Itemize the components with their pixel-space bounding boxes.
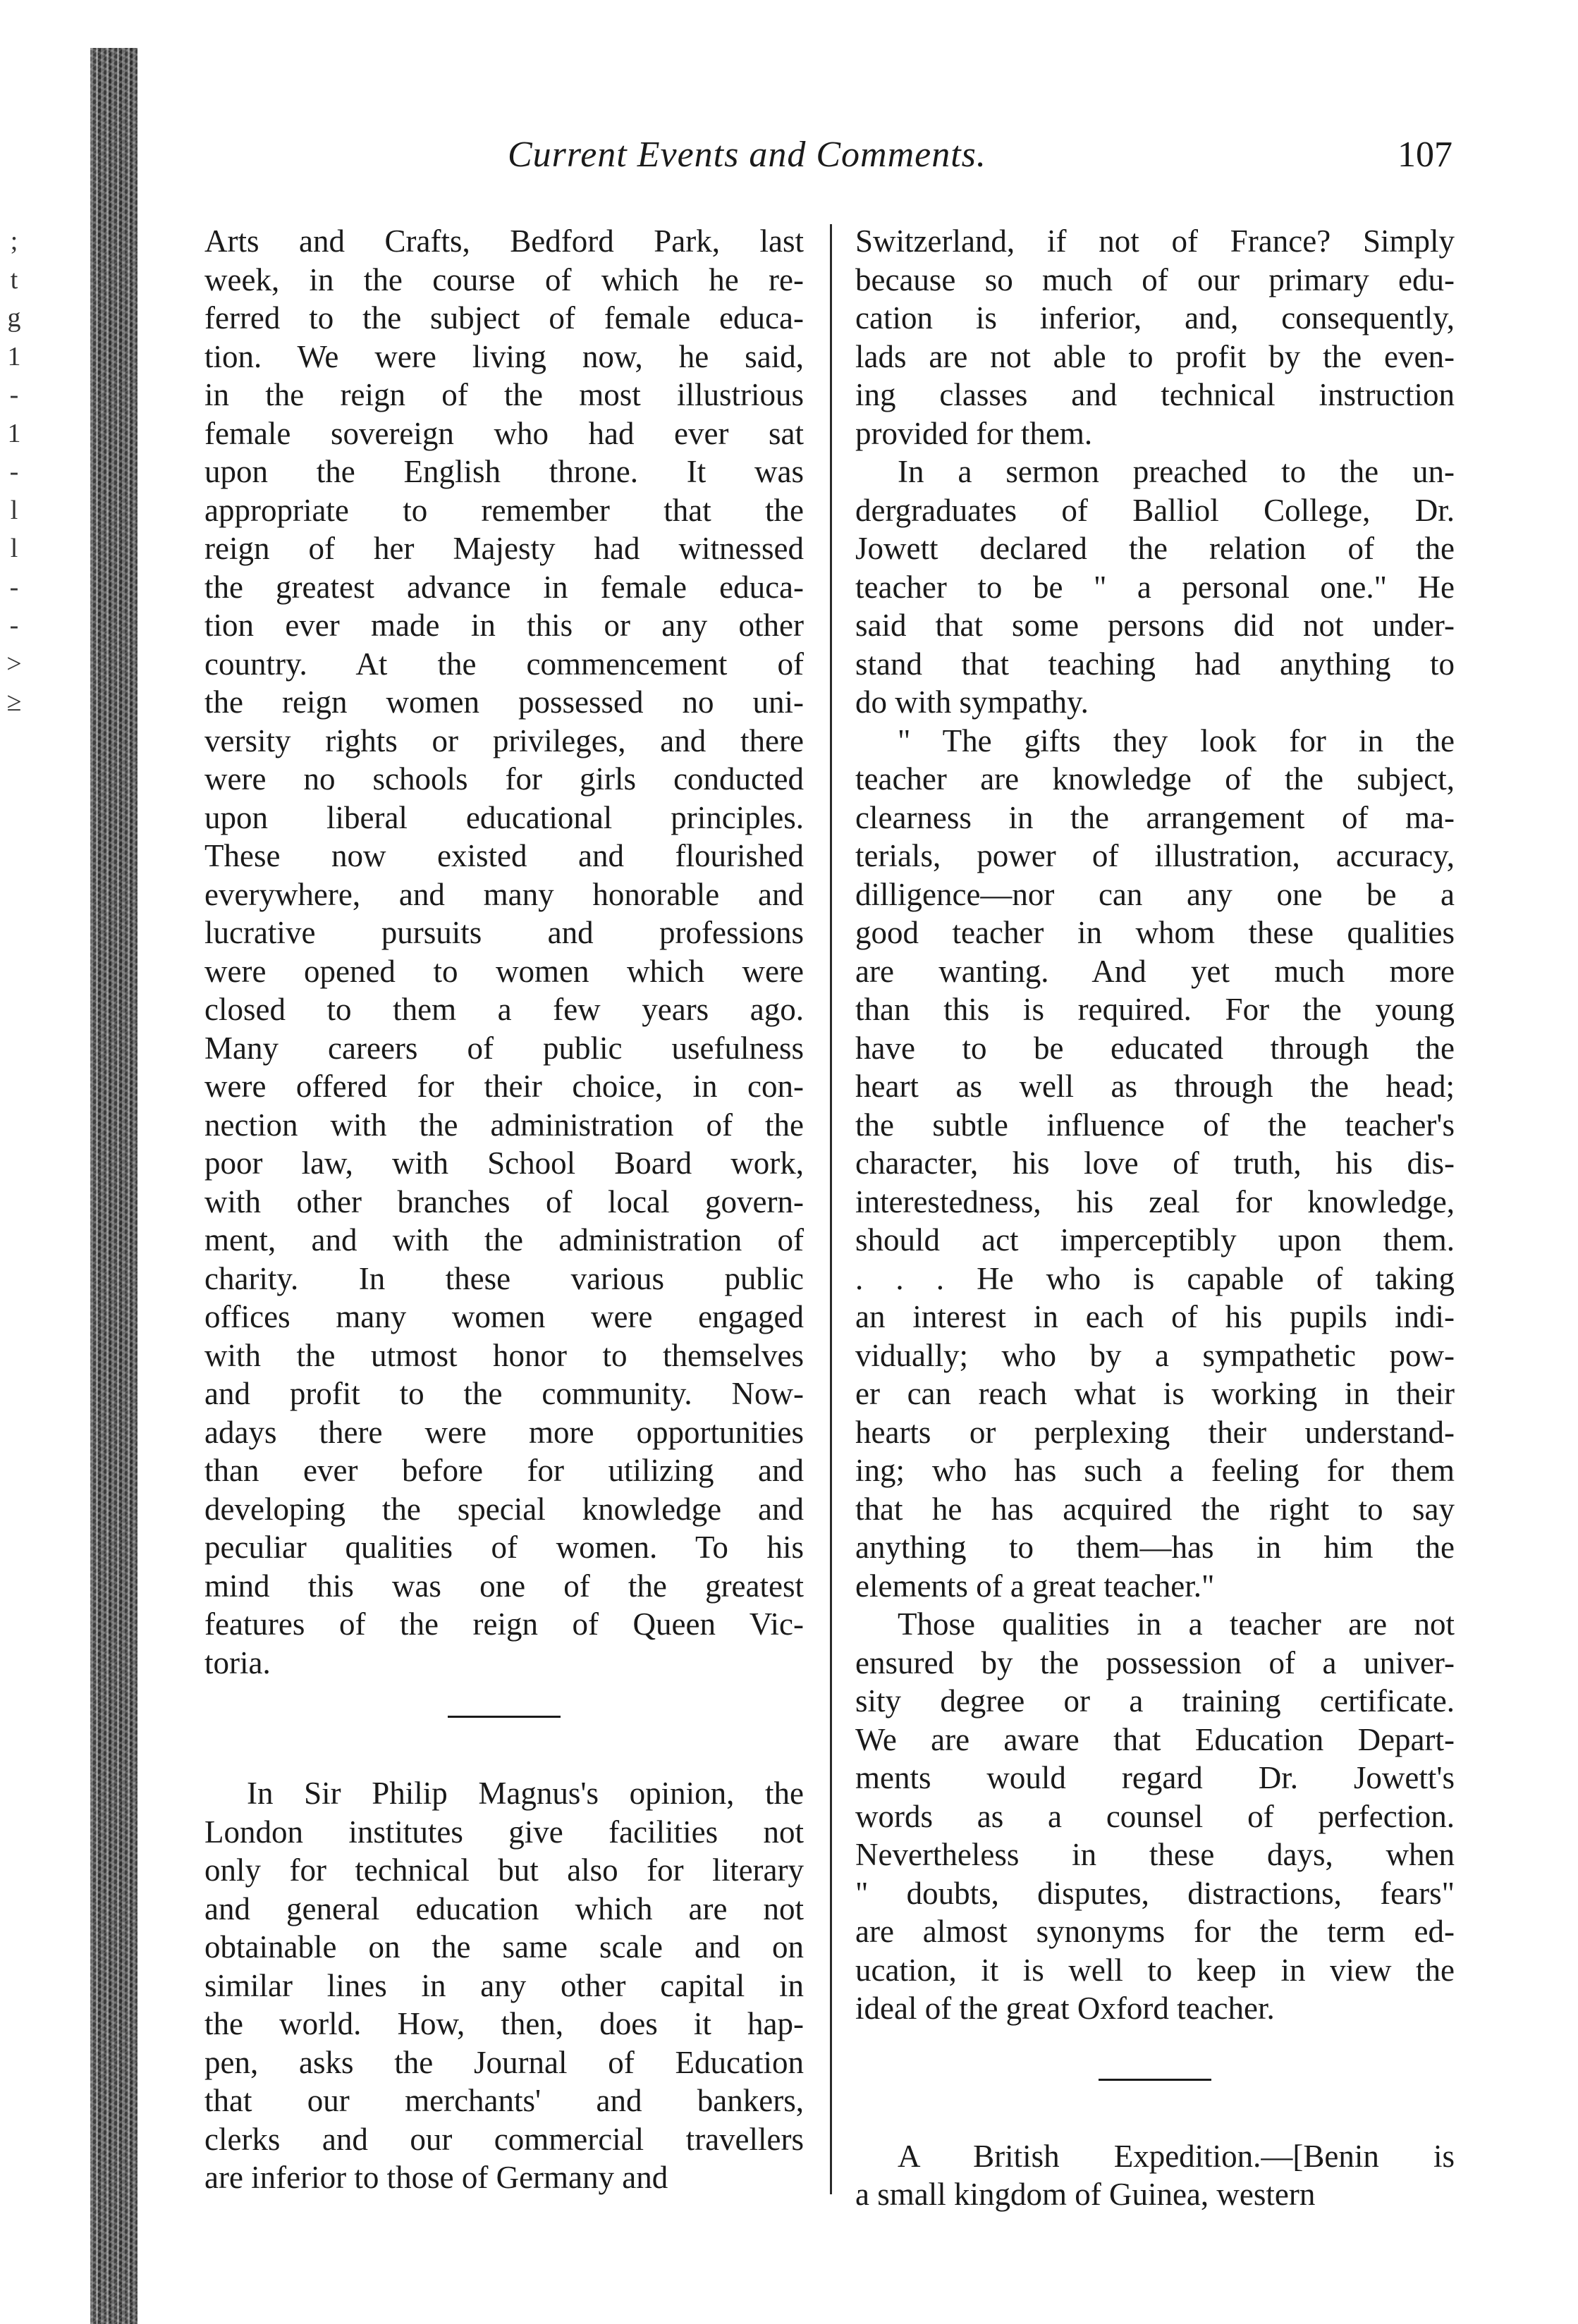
text-line: than this is required. For the young	[855, 992, 1455, 1027]
margin-mark: ≥	[6, 687, 22, 717]
margin-mark: g	[7, 303, 21, 333]
paragraph-jowett-sermon	[855, 453, 1455, 722]
text-line: an interest in each of his pupils indi-	[855, 1299, 1455, 1334]
text-line: closed to them a few years ago.	[204, 992, 804, 1027]
margin-mark: -	[9, 457, 19, 486]
text-line: nection with the administration of the	[204, 1107, 804, 1143]
text-line: offices many women were engaged	[204, 1299, 804, 1334]
text-line: adays there were more opportunities	[204, 1414, 804, 1450]
text-line: words as a counsel of perfection.	[855, 1798, 1455, 1834]
text-line: elements of a great teacher."	[855, 1568, 1215, 1604]
page-number: 107	[1397, 135, 1452, 175]
text-line: vidually; who by a sympathetic pow-	[855, 1337, 1455, 1373]
text-line: dergraduates of Balliol College, Dr.	[855, 492, 1455, 528]
text-line: " doubts, disputes, distractions, fears"	[855, 1875, 1455, 1911]
margin-mark: ;	[10, 226, 18, 256]
text-line: versity rights or privileges, and there	[204, 723, 804, 758]
text-line: lucrative pursuits and professions	[204, 915, 804, 950]
text-line: ferred to the subject of female educa-	[204, 300, 804, 336]
text-line: were offered for their choice, in con-	[204, 1069, 804, 1104]
text-line: the subtle influence of the teacher's	[855, 1107, 1455, 1143]
text-line: In Sir Philip Magnus's opinion, the	[247, 1776, 804, 1811]
text-line: and profit to the community. Now-	[204, 1376, 804, 1411]
text-line: were no schools for girls conducted	[204, 761, 804, 797]
text-line: upon liberal educational principles.	[204, 799, 804, 835]
paragraph-british-expedition	[855, 2137, 1455, 2214]
text-line: Switzerland, if not of France? Simply	[855, 223, 1455, 259]
text-line: do with sympathy.	[855, 684, 1089, 720]
text-line: obtainable on the same scale and on	[204, 1929, 804, 1965]
text-line: the greatest advance in female educa-	[204, 569, 804, 605]
margin-mark: t	[10, 264, 18, 295]
text-line: with other branches of local govern-	[204, 1183, 804, 1219]
text-line: ideal of the great Oxford teacher.	[855, 1991, 1275, 2026]
text-line: character, his love of truth, his dis-	[855, 1145, 1455, 1181]
text-line: poor law, with School Board work,	[204, 1145, 804, 1181]
text-line: er can reach what is working in their	[855, 1376, 1455, 1411]
text-line: tion ever made in this or any other	[204, 608, 804, 643]
text-line: ing classes and technical instruction	[855, 377, 1455, 412]
text-line: teacher to be " a personal one." He	[855, 569, 1455, 605]
text-line: clearness in the arrangement of ma-	[855, 799, 1455, 835]
text-line: Jowett declared the relation of the	[855, 531, 1455, 566]
text-line: These now existed and flourished	[204, 838, 804, 873]
running-header	[508, 134, 1452, 190]
margin-mark: l	[10, 495, 18, 525]
text-line: ucation, it is well to keep in view the	[855, 1952, 1455, 1988]
text-line: " The gifts they look for in the	[898, 723, 1455, 758]
text-line: ments would regard Dr. Jowett's	[855, 1760, 1455, 1795]
text-line: . . . He who is capable of taking	[855, 1260, 1455, 1296]
margin-mark: -	[9, 380, 19, 410]
text-line: lads are not able to profit by the even-	[855, 338, 1455, 374]
left-column	[204, 222, 804, 2197]
text-line: upon the English throne. It was	[204, 454, 804, 489]
text-line: ing; who has such a feeling for them	[855, 1453, 1455, 1488]
text-line: female sovereign who had ever sat	[204, 415, 804, 451]
text-line: should act imperceptibly upon them.	[855, 1222, 1455, 1258]
margin-marks	[0, 222, 28, 722]
paragraph-jowett-quote	[855, 722, 1455, 1606]
text-line: provided for them.	[855, 415, 1093, 451]
text-line: reign of her Majesty had witnessed	[204, 531, 804, 566]
text-line: London institutes give facilities not	[204, 1814, 804, 1850]
margin-mark: >	[6, 648, 22, 679]
text-line: in the reign of the most illustrious	[204, 377, 804, 412]
text-line: stand that teaching had anything to	[855, 646, 1455, 682]
paragraph-teacher-qualities	[855, 1605, 1455, 2028]
margin-mark: l	[10, 534, 18, 563]
text-line: ment, and with the administration of	[204, 1222, 804, 1258]
text-line: only for technical but also for literary	[204, 1852, 804, 1888]
text-line: In a sermon preached to the un-	[898, 454, 1455, 489]
text-line: cation is inferior, and, consequently,	[855, 300, 1455, 336]
text-line: pen, asks the Journal of Education	[204, 2044, 804, 2080]
paragraph-female-education	[204, 222, 804, 1682]
text-line: said that some persons did not under-	[855, 608, 1455, 643]
text-line: ensured by the possession of a univer-	[855, 1644, 1455, 1680]
text-line: Many careers of public usefulness	[204, 1030, 804, 1066]
margin-mark: -	[9, 572, 19, 602]
text-line: A British Expedition.—[Benin is	[898, 2138, 1455, 2174]
text-line: interestedness, his zeal for knowledge,	[855, 1183, 1455, 1219]
margin-mark: 1	[7, 418, 21, 448]
text-line: with the utmost honor to themselves	[204, 1337, 804, 1373]
paragraph-philip-magnus	[204, 1774, 804, 2197]
text-line: dilligence—nor can any one be a	[855, 876, 1455, 912]
text-line: sity degree or a training certificate.	[855, 1683, 1455, 1719]
text-line: are inferior to those of Germany and	[204, 2160, 668, 2195]
text-line: anything to them—has in him the	[855, 1530, 1455, 1565]
paragraph-primary-education	[855, 222, 1455, 453]
text-line: are wanting. And yet much more	[855, 953, 1455, 989]
text-line: everywhere, and many honorable and	[204, 876, 804, 912]
text-line: hearts or perplexing their understand-	[855, 1414, 1455, 1450]
text-line: because so much of our primary edu-	[855, 262, 1455, 297]
text-line: clerks and our commercial travellers	[204, 2121, 804, 2157]
margin-mark: 1	[7, 341, 21, 371]
text-line: good teacher in whom these qualities	[855, 915, 1455, 950]
text-line: that our merchants' and bankers,	[204, 2083, 804, 2118]
text-line: the world. How, then, does it hap-	[204, 2006, 804, 2041]
text-line: similar lines in any other capital in	[204, 1967, 804, 2003]
text-line: teacher are knowledge of the subject,	[855, 761, 1455, 797]
column-rule	[830, 224, 832, 2194]
text-line: Those qualities in a teacher are not	[898, 1606, 1455, 1642]
text-line: terials, power of illustration, accuracy,	[855, 838, 1455, 873]
text-line: have to be educated through the	[855, 1030, 1455, 1066]
section-divider	[1099, 2079, 1211, 2081]
text-line: developing the special knowledge and	[204, 1491, 804, 1527]
running-title: Current Events and Comments.	[508, 135, 986, 175]
text-line: than ever before for utilizing and	[204, 1453, 804, 1488]
text-line: are almost synonyms for the term ed-	[855, 1914, 1455, 1949]
text-line: charity. In these various public	[204, 1260, 804, 1296]
scan-gutter-strip	[90, 48, 137, 2324]
text-line: week, in the course of which he re-	[204, 262, 804, 297]
margin-mark: -	[9, 610, 19, 640]
text-line: a small kingdom of Guinea, western	[855, 2177, 1316, 2212]
text-line: features of the reign of Queen Vic-	[204, 1606, 804, 1642]
text-line: mind this was one of the greatest	[204, 1568, 804, 1604]
text-line: that he has acquired the right to say	[855, 1491, 1455, 1527]
text-line: Arts and Crafts, Bedford Park, last	[204, 223, 804, 259]
text-line: and general education which are not	[204, 1890, 804, 1926]
right-column	[855, 222, 1455, 2214]
text-line: heart as well as through the head;	[855, 1069, 1455, 1104]
text-line: the reign women possessed no uni-	[204, 684, 804, 720]
section-divider	[448, 1716, 561, 1718]
text-line: appropriate to remember that the	[204, 492, 804, 528]
text-line: We are aware that Education Depart-	[855, 1721, 1455, 1757]
text-line: peculiar qualities of women. To his	[204, 1530, 804, 1565]
text-line: toria.	[204, 1644, 271, 1680]
text-line: were opened to women which were	[204, 953, 804, 989]
text-line: Nevertheless in these days, when	[855, 1837, 1455, 1872]
text-line: tion. We were living now, he said,	[204, 338, 804, 374]
text-line: country. At the commencement of	[204, 646, 804, 682]
